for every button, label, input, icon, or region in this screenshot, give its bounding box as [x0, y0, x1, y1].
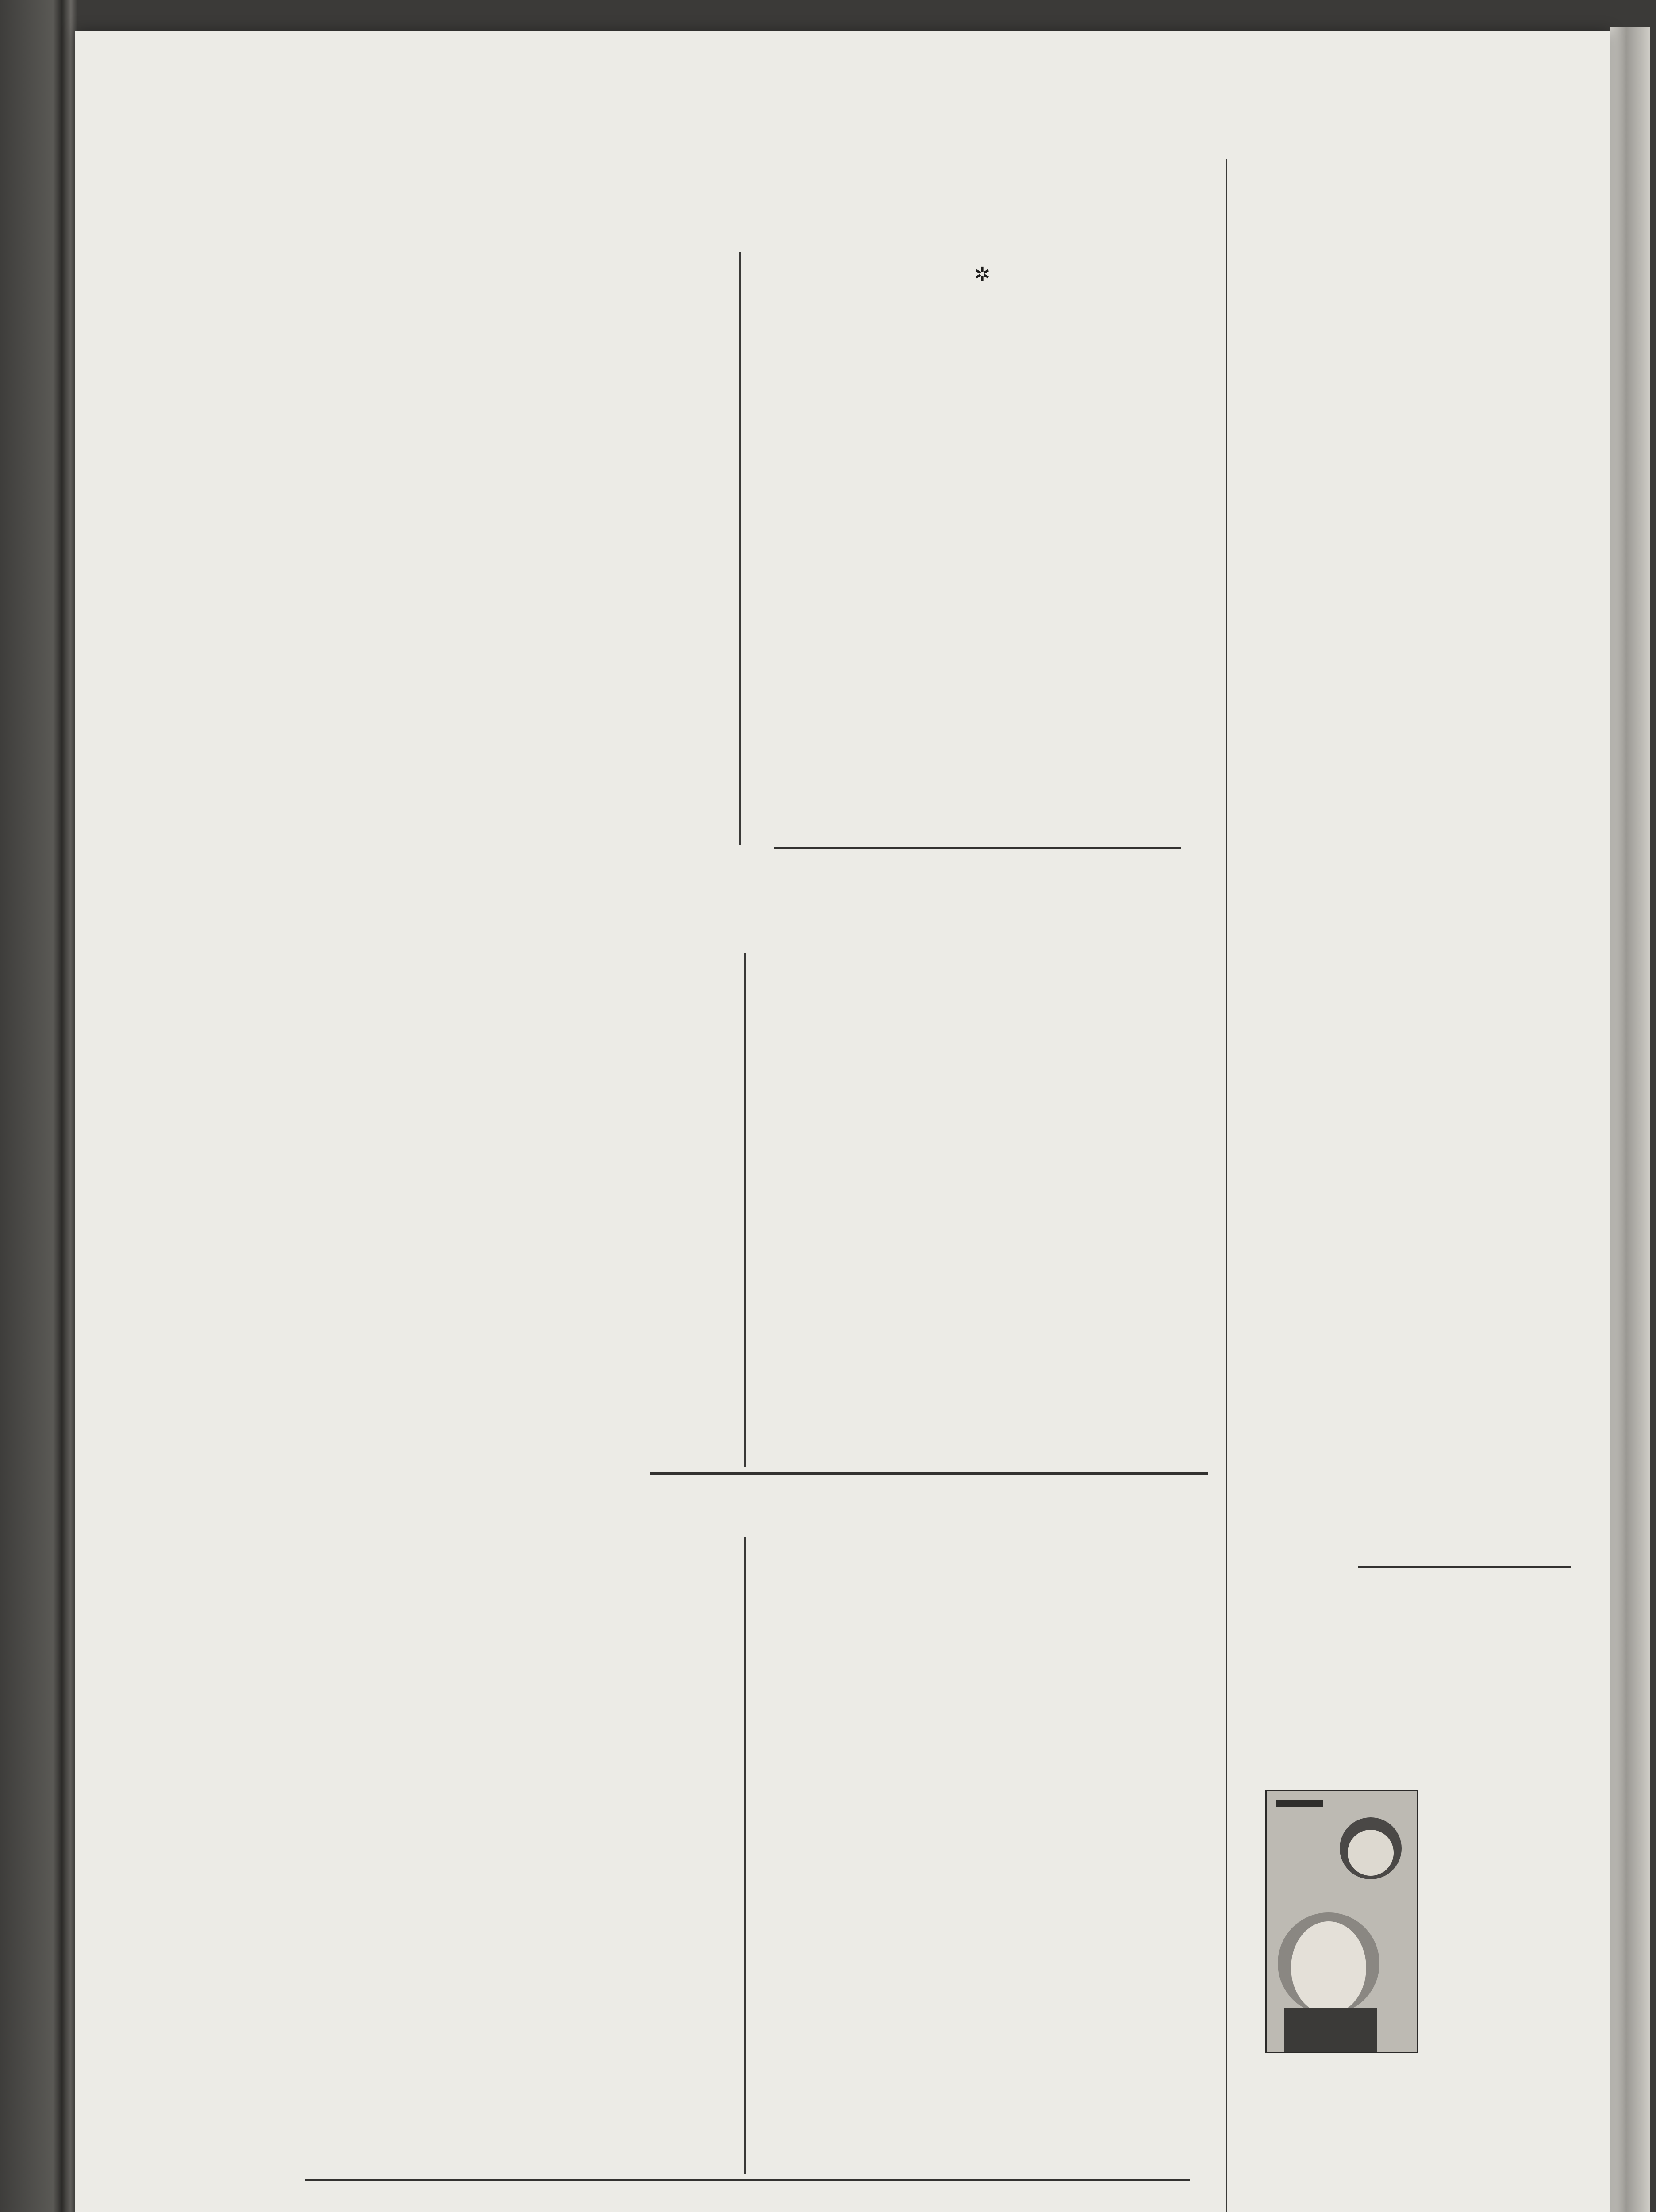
column-rule: [744, 953, 746, 1467]
newspaper-page: [75, 31, 1610, 2212]
section-rule: [1358, 1566, 1571, 1568]
portrait-illustration: [1267, 1791, 1417, 2052]
column-rule: [1226, 159, 1227, 2212]
ornament-star: ✲: [974, 263, 991, 286]
column-rule: [744, 1537, 746, 2174]
section-rule: [650, 1472, 1208, 1475]
section-rule: [305, 2179, 1190, 2181]
ramiro-poster-image: [1265, 1790, 1418, 2053]
column-rule: [739, 252, 741, 845]
section-rule: [774, 847, 1181, 849]
article1-col2: [745, 254, 1219, 292]
